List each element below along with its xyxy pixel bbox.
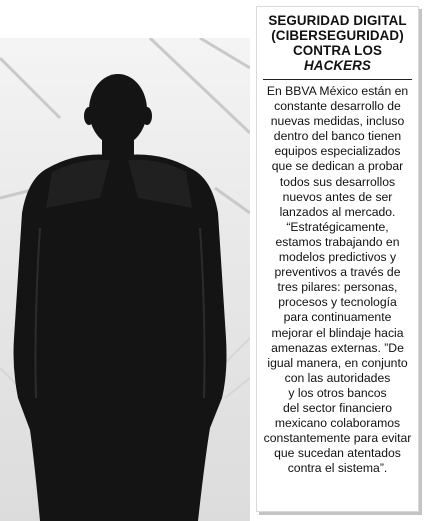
body-line: contra el sistema”. [287,461,388,476]
body-line: “Estratégicamente, [286,219,389,234]
body-line: para continuamente [283,310,392,325]
body-line: nuevas medidas, incluso [270,114,405,129]
businessman-photo [0,38,250,521]
article-title [263,13,412,73]
body-line: con las autoridades [284,370,391,385]
body-line: dentro del banco tienen [273,129,402,144]
body-line: lanzados al mercado. [279,204,396,219]
title-divider [263,79,412,80]
body-line: todos sus desarrollos [279,174,396,189]
body-line: que sucedan atentados [274,446,401,461]
title-line: SEGURIDAD DIGITAL [268,13,407,28]
body-line: constante desarrollo de [274,99,401,114]
body-line: equipos especializados [274,144,401,159]
article-body [263,84,412,476]
body-line: del sector financiero [282,400,393,415]
body-line: preventivos a través de [274,265,401,280]
body-line: tres pilares: personas, [277,280,398,295]
body-line: y los otros bancos [288,385,387,400]
body-line: que se dedican a probar [271,159,404,174]
body-line: nuevos antes de ser [282,189,393,204]
body-line: estamos trabajando en [275,234,400,249]
body-line: mexicano colaboramos [274,416,401,431]
title-line: (CIBERSEGURIDAD) [271,28,404,43]
body-line: mejorar el blindaje hacia [271,325,404,340]
body-line: igual manera, en conjunto [267,355,408,370]
article-sidebar [256,6,419,512]
body-line: constantemente para evitar [263,431,412,446]
body-line: En BBVA México están en [266,84,409,98]
body-line: amenazas externas. ”De [271,340,404,355]
title-line: CONTRA LOS [292,43,383,58]
body-line: procesos y tecnología [278,295,397,310]
title-line-hackers: HACKERS [304,58,371,73]
body-line: modelos predictivos y [278,250,397,265]
